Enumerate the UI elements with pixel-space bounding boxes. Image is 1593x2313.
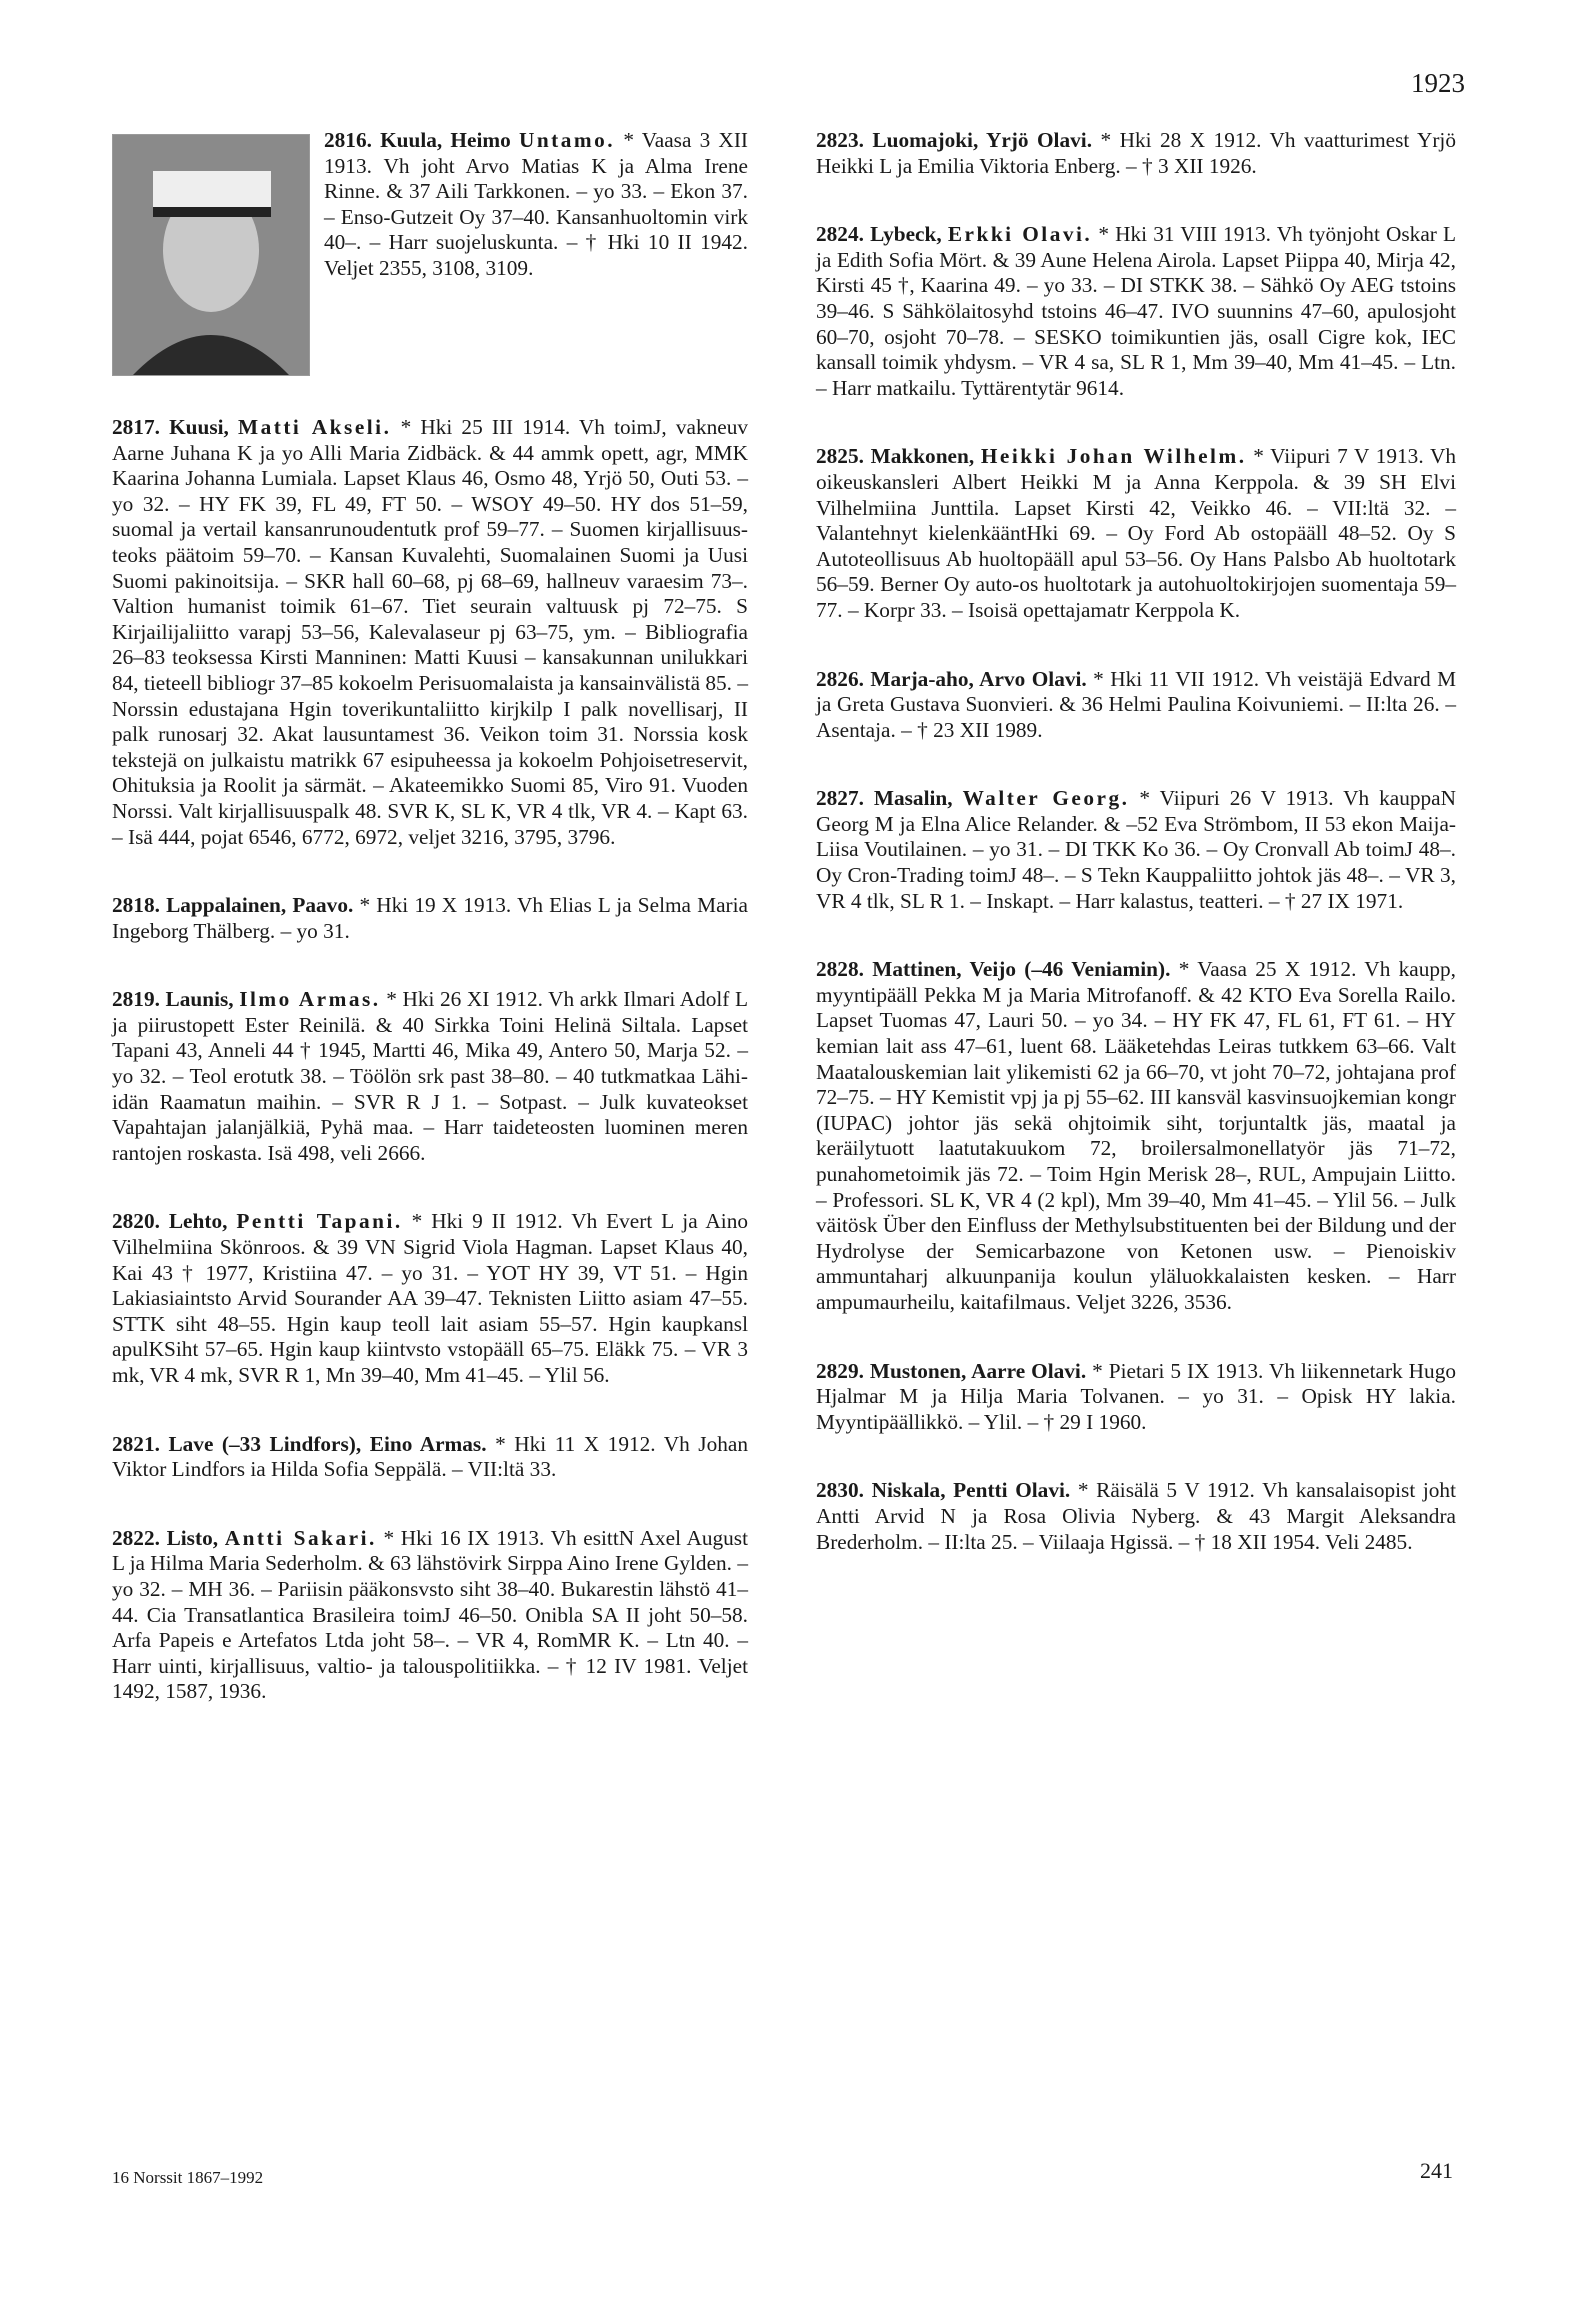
entry-2821: 2821. Lave (–33 Lindfors), Eino Armas. * Hki 11 X 1912. Vh Johan Viktor Lindfors ia Hilda Sofia Seppälä. – VII:ltä 33. xyxy=(112,1431,748,1482)
page-number: 241 xyxy=(1420,2158,1453,2183)
entry-2817: 2817. Kuusi, Matti Akseli. * Hki 25 III 1914. Vh toimJ, vakneuv Aarne Juhana K ja yo Alli Maria Zidbäck. & 44 ammk opett, agr, MMK Kaarina Johanna Lumiala. Lapset Klaus 46, Osmo 48, Yrjö 50, Outi 53. – yo 32. – HY FK 39, FL 49, FT 50. – WSOY 49–50. HY dos 51–59, suomal ja vertail kansanrunoudentutk prof 59–77. – Suomen kirjallisuus-teoks päätoim 59–70. – Kansan Kuvalehti, Suomalainen Suomi ja Uusi Suomi pakinoitsija. – SKR hall 60–68, pj 68–69, hallneuv varaesim 73–. Valtion humanist toimik 61–67. Tiet seurain valtuusk pj 72–75. S Kirjailijaliitto varapj 53–56, Kalevalaseur pj 63–75, ym. – Bibliografia 26–83 teoksessa Kirsti Manninen: Matti Kuusi – kansakunnan unilukkari 84, tieteell bibliogr 37–85 kokoelm Perisuomalaista ja kansainvälistä 85. – Norssin edustajana Hgin toverikuntaliitto kirjkilp I palk novellisarj, II palk runosarj 32. Akat lausuntamest 36. Veikon toim 31. Norssia kosk tekstejä on julkaistu matrikk 67 esipuheessa ja kokoelm Pohjoisetreservit, Ohituksia ja Roolit ja särmät. – Akateemikko Suomi 85, Viro 91. Vuoden Norssi. Valt kirjallisuuspalk 48. SVR K, SL K, VR 4 tlk, VR 4. – Kapt 63. – Isä 444, pojat 6546, 6772, 6972, veljet 3216, 3795, 3796. xyxy=(112,415,749,849)
entry-2818: 2818. Lappalainen, Paavo. * Hki 19 X 1913. Vh Elias L ja Selma Maria Ingeborg Thälberg. – yo 31. xyxy=(112,893,749,943)
entry-2825: 2825. Makkonen, Heikki Johan Wilhelm. * Viipuri 7 V 1913. Vh oikeuskansleri Albert Heikki M ja Anna Kerppola. & 39 SH Elvi Vilhelmiina Junttila. Lapset Kirsti 42, Veikko 46. – VII:ltä 32. – Valantehnyt kielenkääntHki 69. – Oy Ford Ab ostopääll 48–52. Oy S Autoteollisuus Ab huoltopääll apul 53–56. Oy Hans Palsbo Ab huoltotark 56–59. Berner Oy auto-os huoltotark ja autohuoltokirjojen suomentaja 59–77. – Korpr 33. – Isoisä opettajamatr Kerppola K. xyxy=(816,444,1456,622)
portrait-photo xyxy=(112,134,310,376)
entry-2823: 2823. Luomajoki, Yrjö Olavi. * Hki 28 X 1912. Vh vaatturimest Yrjö Heikki L ja Emilia Viktoria Enberg. – † 3 XII 1926. xyxy=(816,128,1456,178)
entry-2830: 2830. Niskala, Pentti Olavi. * Räisälä 5 V 1912. Vh kansalaisopist joht Antti Arvid N ja Rosa Olivia Nyberg. & 43 Margit Aleksandra Brederholm. – II:lta 25. – Viilaaja Hgissä. – † 18 XII 1954. Veli 2485. xyxy=(816,1478,1456,1554)
entry-2826: 2826. Marja-aho, Arvo Olavi. * Hki 11 VII 1912. Vh veistäjä Edvard M ja Greta Gustava Suonvieri. & 36 Helmi Paulina Koivuniemi. – II:lta 26. – Asentaja. – † 23 XII 1989. xyxy=(816,666,1457,742)
left-column xyxy=(112,128,748,1748)
entry-2827: 2827. Masalin, Walter Georg. * Viipuri 26 V 1913. Vh kauppaN Georg M ja Elna Alice Relander. & –52 Eva Strömbom, II 53 ekon Maija-Liisa Voutilainen. – yo 31. – DI TKK Ko 36. – Oy Cronvall Ab toimJ 48–. Oy Cron-Trading toimJ 48–. – S Tekn Kauppaliitto johtok jäs 48–. – VR 3, VR 4 tlk, SL R 1. – Inskapt. – Harr kalastus, teatteri. – † 27 IX 1971. xyxy=(816,786,1457,913)
page-year: 1923 xyxy=(1411,68,1465,98)
entry-2820: 2820. Lehto, Pentti Tapani. * Hki 9 II 1912. Vh Evert L ja Aino Vilhelmiina Skönroos. & 39 VN Sigrid Viola Hagman. Lapset Klaus 40, Kai 43 † 1977, Kristiina 47. – yo 31. – YOT HY 39, VT 51. – Hgin Lakiasiaintsto Arvid Sourander AA 39–47. Teknisten Liitto asiam 47–55. STTK siht 48–55. Hgin kaup teoll lait asiam 55–57. Hgin kaupkansl apulKSiht 57–65. Hgin kaup kiintvsto vstopääll 65–75. Eläkk 75. – VR 3 mk, VR 4 mk, SVR R 1, Mn 39–40, Mm 41–45. – Ylil 56. xyxy=(112,1209,749,1387)
entry-2819: 2819. Launis, Ilmo Armas. * Hki 26 XI 1912. Vh arkk Ilmari Adolf L ja piirustopett Ester Reinilä. & 40 Sirkka Toini Helinä Siltala. Lapset Tapani 43, Anneli 44 † 1945, Martti 46, Mika 49, Antero 50, Marja 52. – yo 32. – Teol erotutk 38. – Töölön srk past 38–80. – 40 tutkmatkaa Lähi-idän Raamatun maihin. – SVR R J 1. – Sotpast. – Julk kuvateokset Vapahtajan jalanjälkiä, Pyhä maa. – Harr taideteosten luominen meren rantojen roskasta. Isä 498, veli 2666. xyxy=(112,987,748,1165)
entry-2828: 2828. Mattinen, Veijo (–46 Veniamin). * Vaasa 25 X 1912. Vh kaupp, myyntipääll Pekka M ja Maria Mitrofanoff. & 42 KTO Eva Sorella Railo. Lapset Tuomas 47, Lauri 50. – yo 34. – HY FK 47, FL 61, FT 61. – HY kemian lait ass 47–61, luent 68. Lääketehdas Leiras tutkkem 63–66. Valt Maatalouskemian lait ylikemisti 62 ja 66–70, vt joht 70–72, johtajana prof 72–75. – HY Kemistit vpj ja pj 55–62. III kansväl kasvinsuojkemian kongr (IUPAC) johtor jäs sekä ohjtoimik siht, torjuntaltk jäs, maatal ja keräilytuott laatutakuukom 72, broilersalmonellatyör jäs 71–72, punahometoimik jäs 72. – Toim Hgin Merisk 28–, RUL, Ampujain Liitto. – Professori. SL K, VR 4 (2 kpl), Mm 39–40, Mm 41–45. – Ylil 56. – Julk väitösk Über den Einfluss der Methylsubstituenten bei der Bildung und der Hydrolyse der Semicarbazone von Ketonen usw. – Pienoiskiv ammuntaharj alkuunpanija koulun yläluokkalaisten kesken. – Harr ampumaurheilu, kaitafilmaus. Veljet 3226, 3536. xyxy=(816,957,1456,1314)
right-column xyxy=(816,128,1456,1598)
entry-2822: 2822. Listo, Antti Sakari. * Hki 16 IX 1913. Vh esittN Axel August L ja Hilma Maria Sederholm. & 63 lähstövirk Sirppa Aino Irene Gylden. – yo 32. – MH 36. – Pariisin pääkonsvsto siht 38–40. Bukarestin lähstö 41–44. Cia Transatlantica Brasileira toimJ 46–50. Onibla SA II joht 50–58. Arfa Papeis e Artefatos Ltda joht 58–. – VR 4, RomMR K. – Ltn 40. – Harr uinti, kirjallisuus, valtio- ja talouspolitiikka. – † 12 IV 1981. Veljet 1492, 1587, 1936. xyxy=(112,1525,748,1704)
entry-2816: 2816. Kuula, Heimo Untamo. * Vaasa 3 XII 1913. Vh joht Arvo Matias K ja Alma Irene Rinne. & 37 Aili Tarkkonen. – yo 33. – Ekon 37. – Enso-Gutzeit Oy 37–40. Kansanhuoltomin virk 40–. – Harr suojeluskunta. – † Hki 10 II 1942. Veljet 2355, 3108, 3109. xyxy=(112,128,748,382)
entry-2824: 2824. Lybeck, Erkki Olavi. * Hki 31 VIII 1913. Vh työnjoht Oskar L ja Edith Sofia Mört. & 39 Aune Helena Airola. Lapset Piippa 40, Mirja 42, Kirsti 45 †, Kaarina 49. – yo 33. – DI STKK 38. – Sähkö Oy AEG tstoins 39–46. S Sähkölaitosyhd tstoins 46–47. IVO suunnins 47–60, apulosjoht 60–70, osjoht 70–78. – SESKO toimikuntien jäs, osall Cigre kok, IEC kansall toimik yhdysm. – VR 4 sa, SL R 1, Mm 39–40, Mm 41–45. – Ltn. – Harr matkailu. Tyttärentytär 9614. xyxy=(816,222,1457,400)
entry-2829: 2829. Mustonen, Aarre Olavi. * Pietari 5 IX 1913. Vh liikennetark Hugo Hjalmar M ja Hilja Maria Tolvanen. – yo 31. – Opisk HY lakia. Myyntipäällikkö. – Ylil. – † 29 I 1960. xyxy=(816,1358,1456,1434)
footer-book-title: 16 Norssit 1867–1992 xyxy=(112,2168,264,2187)
